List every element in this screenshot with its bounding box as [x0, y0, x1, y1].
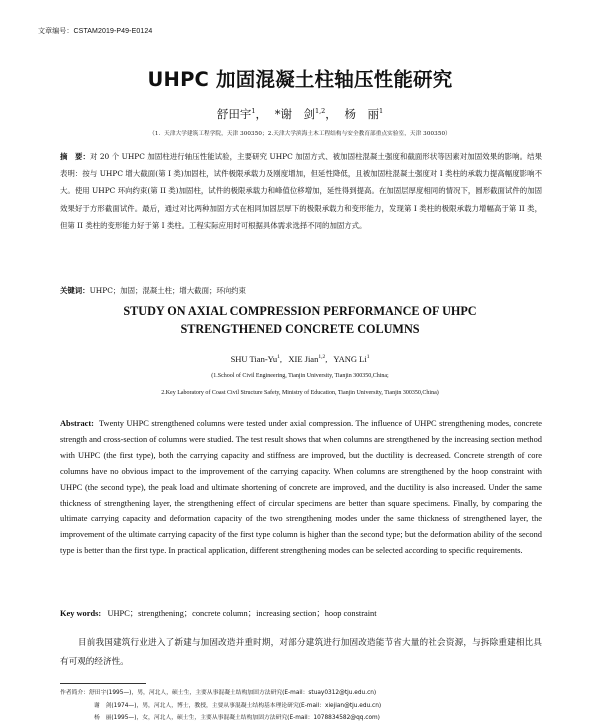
author-name: YANG Li: [333, 354, 367, 364]
english-title-line: STUDY ON AXIAL COMPRESSION PERFORMANCE OF UHPC: [123, 304, 477, 318]
footnote-author-1: 作者简介：舒田宇(1995—)，男，河北人，硕士生，主要从事混凝土结构加固方法研究(E-mail：stuay0312@tju.edu.cn): [60, 690, 377, 696]
chinese-affiliation: （1．天津大学建筑工程学院，天津 300350；2.天津大学滨海土木工程结构与安全教育部重点实验室，天津 300350）: [149, 131, 451, 137]
english-title: [0, 302, 600, 338]
english-abstract-text: Twenty UHPC strengthened columns were tested under axial compression. The influence of UHPC strengthening modes, concrete strength and cross-section of columns were studied. The test result shows that when columns are strengthened by the increasing section method with UHPC (the first type), both the carrying capacity and stiffness are improved, but the ductility is decreased. Concrete strength of core columns have no obvious impact to the improvement of the carrying capacity. When columns are strengthened by the hoop constraint with UHPC (the second type), the peak load and ultimate shortening of concrete are improved, and the ductility is also increased. Under the same thickness of strengthening layer, the strengthening effect of circular specimens are better than square specimens. Finally, by comparing the ultimate carrying capacity and deformation capacity of the two strengthening modes under the same thickness of strengthened layer, the improvement of the ultimate carrying capacity of the first type column is higher than the second type; but the deformation ability of the second type is better than the first type. In practical application, different strengthening modes can be selected according to specific requirements.: [60, 419, 543, 556]
author-affil-sup: 1: [277, 354, 280, 361]
english-abstract: [60, 416, 542, 559]
author-affil-sup: 1: [378, 107, 384, 116]
body-paragraph: 目前我国建筑行业进入了新建与加固改造并重时期，对部分建筑进行加固改造能节省大量的社会资源，与拆除重建相比具有可观的经济性。: [60, 638, 542, 667]
author-affil-sup: 1: [366, 354, 370, 361]
author-name: 杨 丽: [344, 107, 379, 121]
chinese-abstract-label: 摘 要：: [60, 152, 90, 161]
english-keywords-label: Key words:: [60, 609, 102, 618]
author-name: SHU Tian-Yu: [230, 354, 278, 364]
article-number: 文章编号：CSTAM2019-P49-E0124: [38, 28, 153, 35]
chinese-keywords-text: UHPC；加固；混凝土柱；增大截面；环向约束: [89, 286, 246, 295]
author-affil-sup: 1,2: [318, 354, 326, 361]
footnote-author-3: 杨 丽(1995—)，女，河北人，硕士生，主要从事混凝土结构加固方法研究(E-mail：1078834582@qq.com): [94, 715, 380, 721]
author-name: *谢 剑: [274, 107, 315, 121]
english-title-line: STRENGTHENED CONCRETE COLUMNS: [180, 322, 420, 336]
author-affil-sup: 1,2: [314, 107, 326, 116]
english-abstract-label: Abstract:: [60, 419, 94, 428]
english-keywords: [60, 607, 542, 619]
chinese-authors: 舒田宇$^1$， *谢 剑$^{1,2}$， 杨 丽$^1$: [216, 107, 384, 121]
footnote-divider: [60, 683, 146, 684]
english-authors: SHU Tian-Yu$^1$, XIE Jian$^{1,2}$, YANG Li$^1$: [230, 354, 370, 364]
chinese-abstract-text: 对 20 个 UHPC 加固柱进行轴压性能试验，主要研究 UHPC 加固方式、被加固柱混凝土强度和截面形状等因素对加固效果的影响。结果表明：按与 UHPC 增大截面(第 I 类)加固柱，试件极限承载力及刚度增加，但延性降低，且被加固柱混凝土强度对 I 类柱的承载力提高幅度影响不大。使用 UHPC 环向约束(第 II 类)加固柱，试件的极限承载力和峰值位移增加，延性得到提高。在加固层厚度相同的情况下，圆形截面试件的加固效果好于方形截面试件。最后，通过对比两种加固方式在相同加固层厚下的极限承载力和变形能力，发现第 I 类柱的极限承载力增幅高于第 II 类，但第 II 类柱的变形能力好于第 I 类柱。工程实际应用时可根据具体需求选择不同的加固方式。: [60, 152, 542, 230]
english-keywords-text: UHPC；strengthening；concrete column；increasing section；hoop constraint: [107, 609, 377, 618]
footnote-author-2: 谢 剑(1974—)，男，河北人，博士，教授，主要从事混凝土结构基本理论研究(E-mail：xiejian@tju.edu.cn): [94, 703, 382, 709]
author-name: XIE Jian: [288, 354, 319, 364]
chinese-abstract: [60, 148, 542, 234]
author-name: 舒田宇: [216, 107, 252, 121]
english-affiliation-1: (1.School of Civil Engineering, Tianjin University, Tianjin 300350,China;: [211, 373, 389, 379]
chinese-keywords-label: 关键词：: [60, 286, 90, 295]
chinese-keywords: [60, 285, 542, 296]
author-affil-sup: 1: [251, 107, 256, 116]
english-affiliation-2: 2.Key Laboratory of Coast Civil Structure Safety, Ministry of Education, Tianjin University, Tianjin 300350,China): [161, 390, 439, 396]
chinese-title: UHPC 加固混凝土柱轴压性能研究: [147, 68, 453, 91]
